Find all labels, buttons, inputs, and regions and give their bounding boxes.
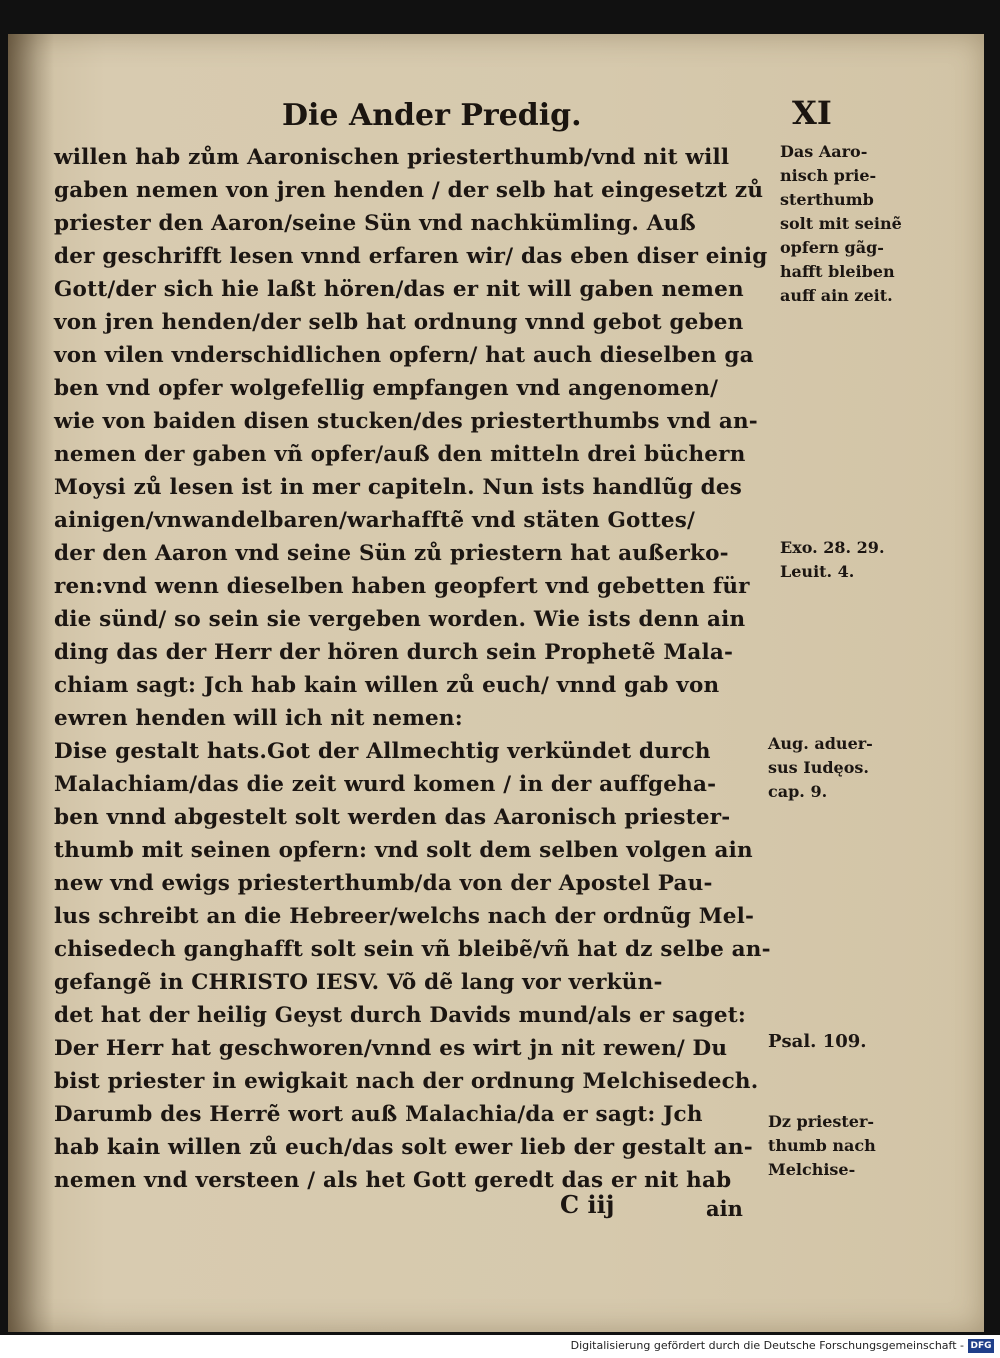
body-line: wie von baiden disen stucken/des priesterthumbs vnd an- bbox=[54, 409, 758, 434]
body-line: chiam sagt: Jch hab kain willen zů euch/ vnnd gab von bbox=[54, 673, 720, 698]
margin-note-line: sterthumb bbox=[780, 190, 874, 209]
body-line: thumb mit seinen opfern: vnd solt dem selben volgen ain bbox=[54, 838, 753, 863]
body-line: der den Aaron vnd seine Sün zů priestern hat außerko- bbox=[54, 541, 729, 566]
body-line: willen hab zům Aaronischen priesterthumb/vnd nit will bbox=[54, 145, 730, 170]
body-line: Gott/der sich hie laßt hören/das er nit will gaben nemen bbox=[54, 277, 744, 302]
margin-note-line: Psal. 109. bbox=[768, 1031, 867, 1052]
body-line: Darumb des Herrẽ wort auß Malachia/da er sagt: Jch bbox=[54, 1102, 703, 1127]
body-line: nemen der gaben vñ opfer/auß den mitteln drei büchern bbox=[54, 442, 746, 467]
margin-note-line: nisch prie- bbox=[780, 166, 877, 185]
dfg-logo-icon[interactable]: DFG bbox=[968, 1339, 994, 1353]
body-line: von jren henden/der selb hat ordnung vnnd gebot geben bbox=[54, 310, 744, 335]
running-header: Die Ander Predig. bbox=[282, 98, 582, 133]
body-line: Dise gestalt hats.Got der Allmechtig verkündet durch bbox=[54, 739, 711, 764]
body-line: lus schreibt an die Hebreer/welchs nach der ordnũg Mel- bbox=[54, 904, 755, 929]
page-gutter-shadow bbox=[8, 34, 54, 1332]
body-line: Der Herr hat geschworen/vnnd es wirt jn nit rewen/ Du bbox=[54, 1036, 728, 1061]
body-line: det hat der heilig Geyst durch Davids mund/als er saget: bbox=[54, 1003, 746, 1028]
body-line: Malachiam/das die zeit wurd komen / in der auffgeha- bbox=[54, 772, 717, 797]
body-line: ben vnnd abgestelt solt werden das Aaronisch priester- bbox=[54, 805, 731, 830]
margin-note-line: cap. 9. bbox=[768, 782, 828, 801]
margin-note-line: Melchise- bbox=[768, 1160, 856, 1179]
folio-number: XI bbox=[792, 94, 832, 132]
margin-note-line: solt mit seinẽ bbox=[780, 214, 902, 233]
margin-note-line: Aug. aduer- bbox=[768, 734, 873, 753]
body-line: von vilen vnderschidlichen opfern/ hat auch dieselben ga bbox=[54, 343, 754, 368]
margin-note-line: hafft bleiben bbox=[780, 262, 895, 281]
body-line: chisedech ganghafft solt sein vñ bleibẽ/vñ hat dz selbe an- bbox=[54, 937, 771, 962]
margin-note-line: Dz priester- bbox=[768, 1112, 875, 1131]
body-line: new vnd ewigs priesterthumb/da von der Apostel Pau- bbox=[54, 871, 713, 896]
margin-note-line: Leuit. 4. bbox=[780, 562, 855, 581]
footer-credit: Digitalisierung gefördert durch die Deutsche Forschungsgemeinschaft - bbox=[570, 1339, 964, 1352]
body-line: ainigen/vnwandelbaren/warhafftẽ vnd stäten Gottes/ bbox=[54, 508, 696, 533]
body-line: ben vnd opfer wolgefellig empfangen vnd angenomen/ bbox=[54, 376, 719, 401]
body-line: der geschrifft lesen vnnd erfaren wir/ das eben diser einig bbox=[54, 244, 768, 269]
body-line: gaben nemen von jren henden / der selb hat eingesetzt zů bbox=[54, 178, 764, 203]
body-line: Moysi zů lesen ist in mer capiteln. Nun ists handlũg des bbox=[54, 475, 743, 500]
body-line: ren:vnd wenn dieselben haben geopfert vnd gebetten für bbox=[54, 574, 750, 599]
body-line: priester den Aaron/seine Sün vnd nachkümling. Auß bbox=[54, 211, 696, 236]
body-line: nemen vnd versteen / als het Gott geredt das er nit hab bbox=[54, 1168, 732, 1193]
body-line: die sünd/ so sein sie vergeben worden. Wie ists denn ain bbox=[54, 607, 746, 632]
margin-note-line: Exo. 28. 29. bbox=[780, 538, 885, 557]
margin-note-line: auff ain zeit. bbox=[780, 286, 893, 305]
body-line: gefangẽ in CHRISTO IESV. Võ dẽ lang vor verkün- bbox=[54, 970, 663, 995]
digitization-footer bbox=[0, 1335, 1000, 1358]
body-line: ewren henden will ich nit nemen: bbox=[54, 706, 463, 731]
catchword: ain bbox=[706, 1196, 743, 1221]
margin-note-line: sus Iudęos. bbox=[768, 758, 869, 777]
body-line: ding das der Herr der hören durch sein Prophetẽ Mala- bbox=[54, 640, 734, 665]
body-line: hab kain willen zů euch/das solt ewer lieb der gestalt an- bbox=[54, 1135, 753, 1160]
margin-note-line: Das Aaro- bbox=[780, 142, 868, 161]
signature-mark: C iij bbox=[560, 1190, 615, 1219]
margin-note-line: opfern gãg- bbox=[780, 238, 884, 257]
margin-note-line: thumb nach bbox=[768, 1136, 876, 1155]
body-line: bist priester in ewigkait nach der ordnung Melchisedech. bbox=[54, 1069, 759, 1094]
